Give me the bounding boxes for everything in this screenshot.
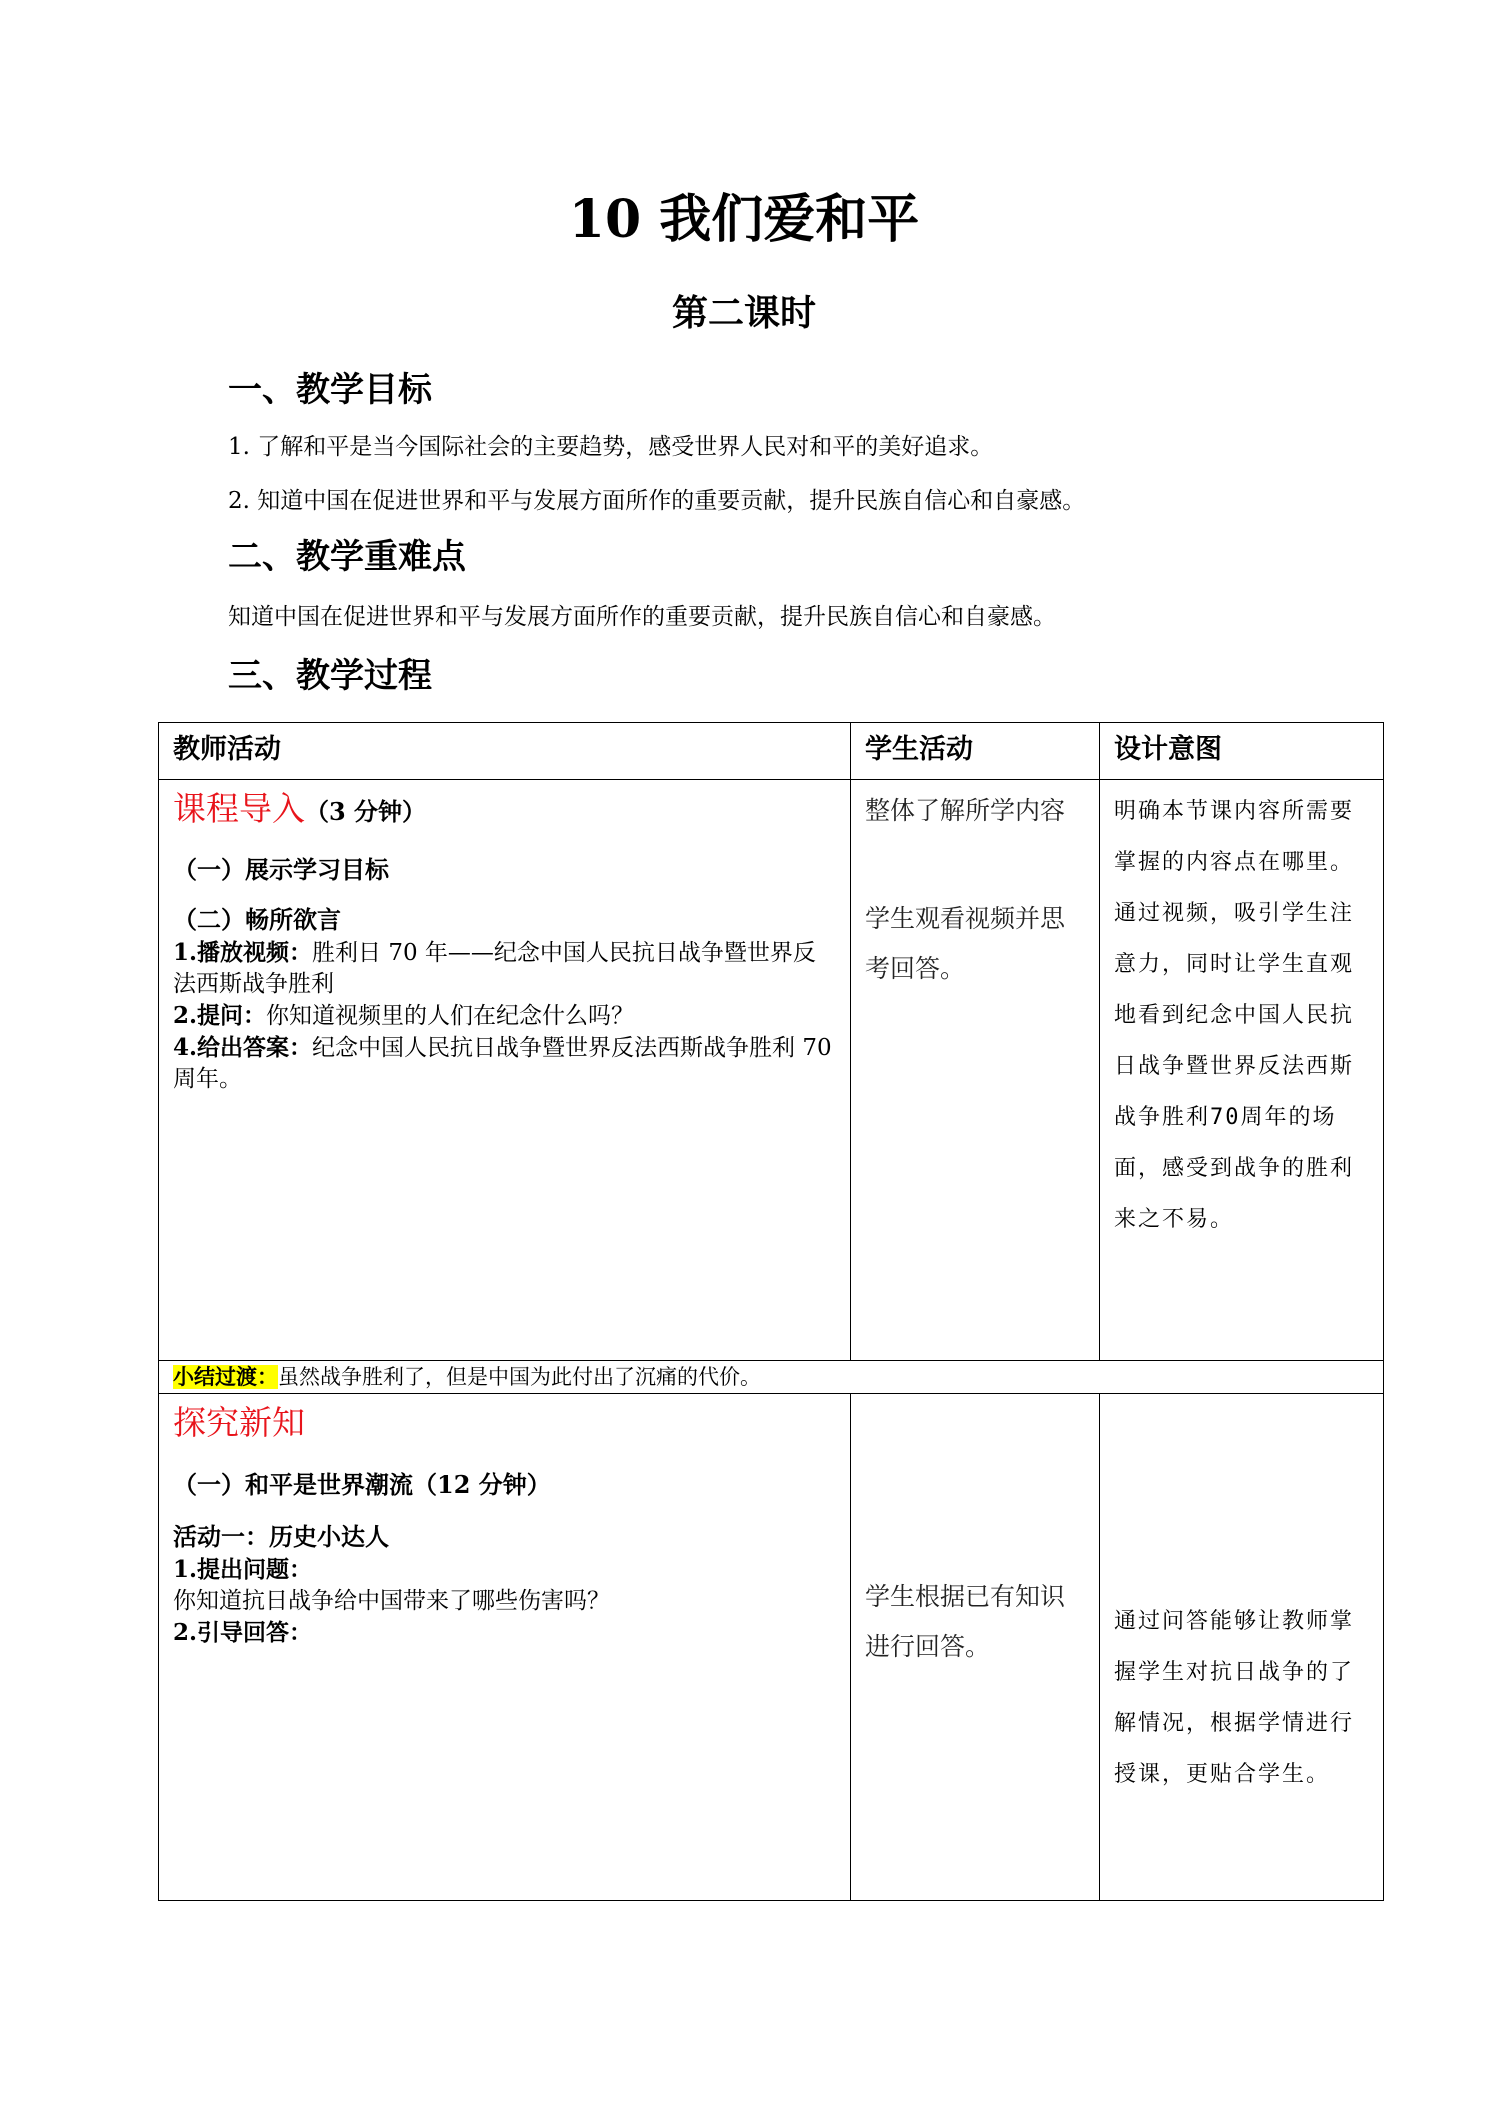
intro-student-1: 整体了解所学内容 [865, 796, 1066, 825]
transition-text: 虽然战争胜利了，但是中国为此付出了沉痛的代价。 [278, 1365, 761, 1389]
intro-sub1: （一）展示学习目标 [173, 855, 389, 884]
intro-title: 课程导入（3 分钟） [173, 789, 427, 828]
explore-activity: 活动一：历史小达人 [173, 1522, 389, 1551]
section-heading-goals: 一、教学目标 [228, 370, 432, 410]
header-teacher: 教师活动 [159, 723, 851, 780]
explore-student-cell [851, 1394, 1100, 1901]
key-points-text: 知道中国在促进世界和平与发展方面所作的重要贡献，提升民族自信心和自豪感。 [228, 604, 1056, 630]
explore-intent-cell [1100, 1394, 1384, 1901]
header-intent: 设计意图 [1100, 723, 1384, 780]
explore-student: 学生根据已有知识进行回答。 [865, 1582, 1066, 1661]
intro-teacher-cell [159, 780, 851, 1361]
goal-item-2: 2. 知道中国在促进世界和平与发展方面所作的重要贡献，提升民族自信心和自豪感。 [228, 488, 1086, 514]
explore-line-1-text: 你知道抗日战争给中国带来了哪些伤害吗？ [173, 1588, 610, 1614]
intro-student-2: 学生观看视频并思考回答。 [865, 904, 1066, 983]
intro-duration: （3 分钟） [305, 797, 427, 826]
process-table [158, 722, 1384, 1901]
explore-sub1: （一）和平是世界潮流（12 分钟） [173, 1470, 551, 1499]
intro-line-2: 2.提问：你知道视频里的人们在纪念什么吗？ [173, 1002, 635, 1029]
table-row-intro [159, 780, 1384, 1361]
header-student: 学生活动 [851, 723, 1100, 780]
intro-sub2: （二）畅所欲言 [173, 905, 341, 934]
transition-label: 小结过渡： [173, 1365, 278, 1389]
intro-intent-cell [1100, 780, 1384, 1361]
table-header-row [159, 723, 1384, 780]
table-row-explore [159, 1394, 1384, 1901]
explore-intent: 通过问答能够让教师掌握学生对抗日战争的了解情况，根据学情进行授课，更贴合学生。 [1114, 1609, 1355, 1787]
explore-teacher-cell [159, 1394, 851, 1901]
intro-line-3: 4.给出答案：纪念中国人民抗日战争暨世界反法西斯战争胜利 70 周年。 [173, 1034, 832, 1092]
explore-title: 探究新知 [173, 1403, 305, 1442]
document-subtitle: 第二课时 [671, 292, 816, 334]
explore-line-1-label: 1.提出问题： [173, 1556, 313, 1583]
intro-student-cell [851, 780, 1100, 1361]
table-row-transition [159, 1361, 1384, 1394]
section-heading-key-points: 二、教学重难点 [228, 537, 466, 577]
intro-line-1: 1.播放视频：胜利日 70 年——纪念中国人民抗日战争暨世界反法西斯战争胜利 [173, 939, 816, 997]
intro-intent-1: 明确本节课内容所需要掌握的内容点在哪里。 [1114, 799, 1355, 875]
explore-line-2-label: 2.引导回答： [173, 1619, 313, 1646]
transition-cell [159, 1361, 1384, 1394]
section-heading-process: 三、教学过程 [228, 656, 432, 696]
intro-intent-2: 通过视频，吸引学生注意力，同时让学生直观地看到纪念中国人民抗日战争暨世界反法西斯战争胜利70周年的场面，感受到战争的胜利来之不易。 [1114, 901, 1355, 1232]
goal-item-1: 1. 了解和平是当今国际社会的主要趋势，感受世界人民对和平的美好追求。 [228, 434, 994, 460]
document-title: 10 我们爱和平 [568, 189, 920, 250]
